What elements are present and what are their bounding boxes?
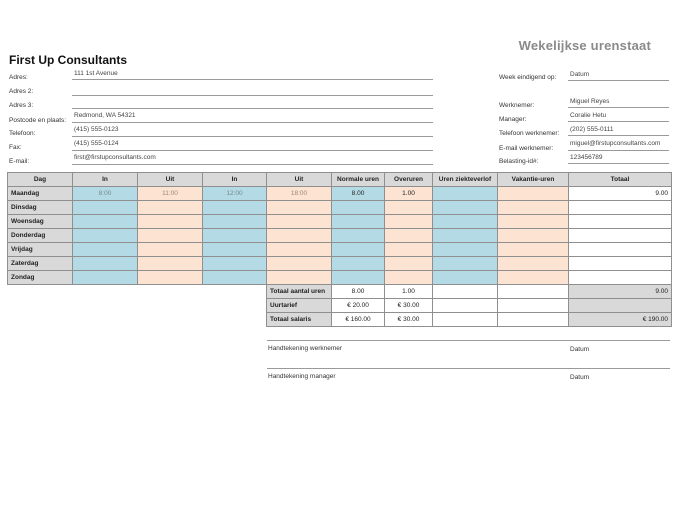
col-header-in-2: In (203, 173, 267, 187)
day-cell: Donderdag (8, 229, 73, 243)
overtime-cell[interactable] (385, 229, 433, 243)
table-row (8, 229, 672, 243)
table-header-row (8, 173, 672, 187)
sick-pay (433, 313, 498, 327)
sick-hours-cell[interactable] (433, 229, 498, 243)
total-overtime-hours: 1.00 (385, 285, 433, 299)
out-2-cell[interactable] (267, 243, 332, 257)
manager-field[interactable]: Coralie Hetu (570, 112, 607, 119)
in-2-cell[interactable] (203, 257, 267, 271)
regular-hours-cell[interactable] (332, 215, 385, 229)
sick-rate[interactable] (433, 299, 498, 313)
employee-signature-label: Handtekening werknemer (268, 345, 343, 352)
fax-field[interactable]: (415) 555-0124 (74, 140, 119, 147)
overtime-cell[interactable] (385, 215, 433, 229)
day-cell: Dinsdag (8, 201, 73, 215)
tax-id-field[interactable]: 123456789 (570, 154, 603, 161)
week-ending-label: Week eindigend op: (499, 74, 557, 81)
table-row (8, 215, 672, 229)
tax-id-label: Belasting-id#: (499, 158, 539, 165)
employee-label: Werknemer: (499, 102, 535, 109)
total-cell (569, 271, 672, 285)
manager-signature-date-label: Datum (570, 374, 590, 381)
employee-email-field[interactable]: miguel@firstupconsultants.com (570, 140, 661, 147)
manager-signature-line[interactable] (267, 368, 670, 369)
address-field[interactable]: 111 1st Avenue (74, 70, 118, 77)
table-row (8, 257, 672, 271)
email-label: E-mail: (9, 158, 30, 165)
table-row (8, 201, 672, 215)
overtime-cell[interactable] (385, 243, 433, 257)
out-1-cell[interactable] (138, 271, 203, 285)
phone-field[interactable]: (415) 555-0123 (74, 126, 119, 133)
fax-label: Fax: (9, 144, 22, 151)
grand-total-hours: 9.00 (569, 285, 672, 299)
total-vacation-hours (498, 285, 569, 299)
overtime-cell[interactable] (385, 257, 433, 271)
in-1-cell[interactable] (73, 201, 138, 215)
col-header-sick-hours: Uren ziekteverlof (433, 173, 498, 187)
regular-pay: € 160.00 (332, 313, 385, 327)
out-2-cell[interactable] (267, 229, 332, 243)
in-2-cell[interactable] (203, 229, 267, 243)
sick-hours-cell[interactable] (433, 271, 498, 285)
overtime-cell[interactable] (385, 271, 433, 285)
manager-label: Manager: (499, 116, 527, 123)
in-1-cell[interactable] (73, 257, 138, 271)
sick-hours-cell[interactable] (433, 257, 498, 271)
in-1-cell[interactable] (73, 271, 138, 285)
out-2-cell[interactable] (267, 271, 332, 285)
day-cell: Vrijdag (8, 243, 73, 257)
employee-phone-label: Telefoon werknemer: (499, 130, 560, 137)
overtime-pay: € 30.00 (385, 313, 433, 327)
vacation-hours-cell[interactable] (498, 271, 569, 285)
timesheet-title: Wekelijkse urenstaat (518, 38, 651, 53)
out-2-cell[interactable] (267, 201, 332, 215)
total-cell (569, 215, 672, 229)
col-header-overtime: Overuren (385, 173, 433, 187)
col-header-total: Totaal (569, 173, 672, 187)
out-1-cell[interactable] (138, 215, 203, 229)
regular-hours-cell[interactable]: 8.00 (332, 187, 385, 201)
total-sick-hours (433, 285, 498, 299)
overtime-cell[interactable]: 1.00 (385, 187, 433, 201)
in-2-cell[interactable] (203, 215, 267, 229)
postal-city-label: Postcode en plaats: (9, 117, 67, 124)
regular-hours-cell[interactable] (332, 243, 385, 257)
regular-hours-cell[interactable] (332, 257, 385, 271)
total-regular-hours: 8.00 (332, 285, 385, 299)
vacation-pay (498, 313, 569, 327)
out-1-cell[interactable] (138, 201, 203, 215)
sick-hours-cell[interactable] (433, 215, 498, 229)
manager-signature-label: Handtekening manager (268, 373, 336, 380)
vacation-hours-cell[interactable] (498, 257, 569, 271)
total-hours-label: Totaal aantal uren (267, 285, 332, 299)
rate-label: Uurtarief (267, 299, 332, 313)
regular-rate[interactable]: € 20.00 (332, 299, 385, 313)
employee-signature-date-label: Datum (570, 346, 590, 353)
employee-signature-line[interactable] (267, 340, 670, 341)
out-1-cell[interactable] (138, 243, 203, 257)
rate-total (569, 299, 672, 313)
in-1-cell[interactable] (73, 215, 138, 229)
in-1-cell[interactable] (73, 243, 138, 257)
vacation-hours-cell[interactable] (498, 229, 569, 243)
col-header-out-1: Uit (138, 173, 203, 187)
in-1-cell[interactable] (73, 229, 138, 243)
sick-hours-cell[interactable] (433, 187, 498, 201)
regular-hours-cell[interactable] (332, 229, 385, 243)
grand-total-pay: € 190.00 (569, 313, 672, 327)
in-2-cell[interactable]: 12:00 (203, 187, 267, 201)
summary-row-rate (8, 299, 672, 313)
out-1-cell[interactable]: 11:00 (138, 187, 203, 201)
phone-label: Telefoon: (9, 130, 36, 137)
vacation-hours-cell[interactable] (498, 243, 569, 257)
total-cell: 9.00 (569, 187, 672, 201)
in-1-cell[interactable]: 8:00 (73, 187, 138, 201)
regular-hours-cell[interactable] (332, 271, 385, 285)
vacation-hours-cell[interactable] (498, 201, 569, 215)
in-2-cell[interactable] (203, 243, 267, 257)
vacation-hours-cell[interactable] (498, 215, 569, 229)
out-2-cell[interactable]: 18:00 (267, 187, 332, 201)
day-cell: Woensdag (8, 215, 73, 229)
in-2-cell[interactable] (203, 201, 267, 215)
out-1-cell[interactable] (138, 229, 203, 243)
total-pay-label: Totaal salaris (267, 313, 332, 327)
overtime-cell[interactable] (385, 201, 433, 215)
employee-email-label: E-mail werknemer: (499, 145, 554, 152)
vacation-rate[interactable] (498, 299, 569, 313)
postal-city-field[interactable]: Redmond, WA 54321 (74, 112, 136, 119)
sick-hours-cell[interactable] (433, 243, 498, 257)
total-cell (569, 229, 672, 243)
timesheet-table (7, 172, 672, 327)
total-cell (569, 243, 672, 257)
week-ending-field[interactable]: Datum (570, 71, 590, 78)
address-label: Adres: (9, 74, 28, 81)
table-row (8, 271, 672, 285)
employee-field[interactable]: Miguel Reyes (570, 98, 610, 105)
address2-label: Adres 2: (9, 88, 34, 95)
out-2-cell[interactable] (267, 257, 332, 271)
day-cell: Maandag (8, 187, 73, 201)
employee-phone-field[interactable]: (202) 555-0111 (570, 126, 614, 133)
total-cell (569, 201, 672, 215)
regular-hours-cell[interactable] (332, 201, 385, 215)
overtime-rate[interactable]: € 30.00 (385, 299, 433, 313)
day-cell: Zondag (8, 271, 73, 285)
col-header-out-2: Uit (267, 173, 332, 187)
table-row (8, 243, 672, 257)
col-header-vacation-hours: Vakantie-uren (498, 173, 569, 187)
email-field[interactable]: first@firstupconsultants.com (74, 154, 156, 161)
summary-row-total-hours (8, 285, 672, 299)
out-2-cell[interactable] (267, 215, 332, 229)
vacation-hours-cell[interactable] (498, 187, 569, 201)
col-header-in-1: In (73, 173, 138, 187)
summary-row-pay (8, 313, 672, 327)
day-cell: Zaterdag (8, 257, 73, 271)
total-cell (569, 257, 672, 271)
out-1-cell[interactable] (138, 257, 203, 271)
in-2-cell[interactable] (203, 271, 267, 285)
col-header-regular-hours: Normale uren (332, 173, 385, 187)
table-row (8, 187, 672, 201)
sick-hours-cell[interactable] (433, 201, 498, 215)
company-name: First Up Consultants (9, 53, 128, 67)
col-header-day: Dag (8, 173, 73, 187)
address3-label: Adres 3: (9, 102, 34, 109)
